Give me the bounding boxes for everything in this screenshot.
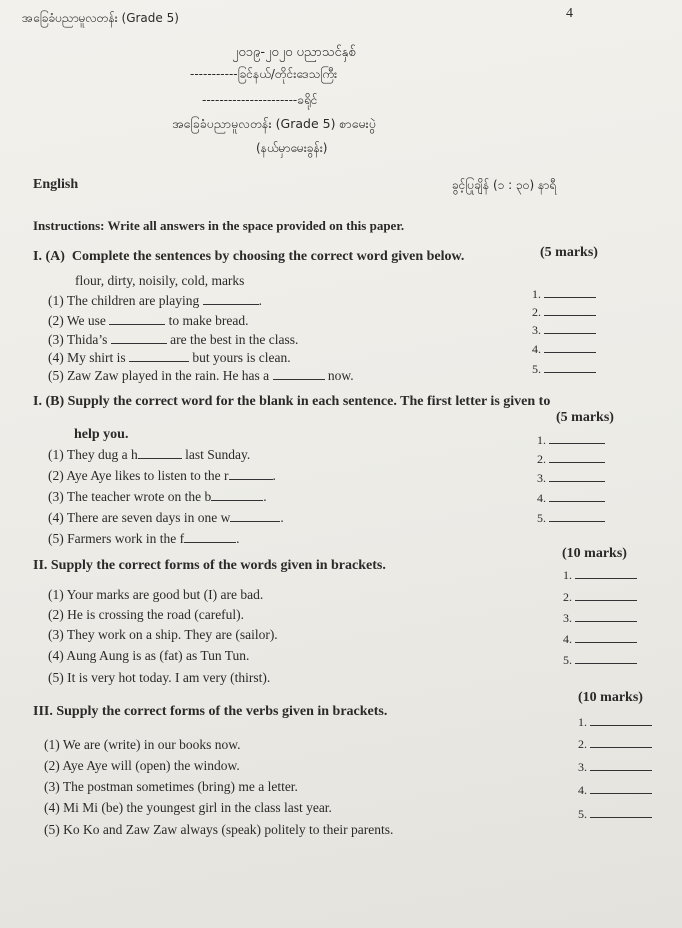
ans-3-4[interactable]: 4. <box>578 782 652 798</box>
section-1b-title-cont: help you. <box>74 427 129 442</box>
q1b-5: (5) Farmers work in the f . <box>48 531 240 546</box>
q3-5: (5) Ko Ko and Zaw Zaw always (speak) politely to their parents. <box>44 822 394 837</box>
section-3-title: III. Supply the correct forms of the verbs given in brackets. <box>33 704 388 719</box>
q1b-4: (4) There are seven days in one w . <box>48 510 284 525</box>
q1b-1: (1) They dug a h last Sunday. <box>48 447 251 462</box>
section-1a-title: I. (A) Complete the sentences by choosing the correct word given below. <box>33 249 465 264</box>
q2-1: (1) Your marks are good but (I) are bad. <box>48 587 264 602</box>
academic-year: ၂၀၁၉-၂၀၂၀ ပညာသင်နှစ် <box>232 45 356 60</box>
division-line: -----------ခြင်နယ်/တိုင်းဒေသကြီး <box>190 67 338 81</box>
instructions: Instructions: Write all answers in the space provided on this paper. <box>33 218 405 233</box>
q1a-3: (3) Thida’s are the best in the class. <box>48 332 299 347</box>
q2-5: (5) It is very hot today. I am very (thirst). <box>48 670 271 685</box>
q3-2: (2) Aye Aye will (open) the window. <box>44 758 240 773</box>
ans-1b-2[interactable]: 2. <box>537 451 605 467</box>
q1a-5: (5) Zaw Zaw played in the rain. He has a now. <box>48 368 354 383</box>
ans-2-5[interactable]: 5. <box>563 652 637 668</box>
ans-1a-2[interactable]: 2. <box>532 304 596 320</box>
page-mark: 4 <box>566 6 573 21</box>
q1b-3: (3) The teacher wrote on the b . <box>48 489 267 504</box>
section-1b-title: I. (B) Supply the correct word for the blank in each sentence. The first letter is given to <box>33 394 551 409</box>
section-1a-marks: (5 marks) <box>540 245 598 260</box>
q2-2: (2) He is crossing the road (careful). <box>48 607 245 622</box>
grade-header: အခြေခံပညာမူလတန်း (Grade 5) <box>22 11 179 25</box>
ans-1b-1[interactable]: 1. <box>537 432 605 448</box>
ans-1a-3[interactable]: 3. <box>532 322 596 338</box>
q2-4: (4) Aung Aung is as (fat) as Tun Tun. <box>48 648 250 663</box>
q3-3: (3) The postman sometimes (bring) me a letter. <box>44 779 298 794</box>
ans-2-2[interactable]: 2. <box>563 589 637 605</box>
exam-title: အခြေခံပညာမူလတန်း (Grade 5) စာမေးပွဲ <box>172 116 376 131</box>
ans-1a-1[interactable]: 1. <box>532 286 596 302</box>
q1a-2: (2) We use to make bread. <box>48 313 249 328</box>
section-3-marks: (10 marks) <box>578 690 643 705</box>
ans-3-5[interactable]: 5. <box>578 806 652 822</box>
ans-2-4[interactable]: 4. <box>563 631 637 647</box>
subject-label: English <box>33 177 79 192</box>
section-1b-marks: (5 marks) <box>556 410 614 425</box>
section-2-marks: (10 marks) <box>562 546 627 561</box>
ans-2-3[interactable]: 3. <box>563 610 637 626</box>
time-allowed: ခွင့်ပြုချိန် (၁ : ၃၀) နာရီ <box>452 178 557 192</box>
district-line: ----------------------ခရိုင် <box>202 93 318 107</box>
ans-1b-4[interactable]: 4. <box>537 490 605 506</box>
ans-3-1[interactable]: 1. <box>578 714 652 730</box>
exam-subtitle: (နယ်မှာမေးခွန်း) <box>256 141 328 155</box>
q1a-1: (1) The children are playing . <box>48 293 262 308</box>
q2-3: (3) They work on a ship. They are (sailor). <box>48 627 278 642</box>
section-2-title: II. Supply the correct forms of the words given in brackets. <box>33 558 386 573</box>
ans-1b-3[interactable]: 3. <box>537 470 605 486</box>
ans-3-3[interactable]: 3. <box>578 759 652 775</box>
ans-3-2[interactable]: 2. <box>578 736 652 752</box>
ans-1b-5[interactable]: 5. <box>537 510 605 526</box>
q1b-2: (2) Aye Aye likes to listen to the r . <box>48 468 276 483</box>
word-bank: flour, dirty, noisily, cold, marks <box>75 273 245 288</box>
q3-4: (4) Mi Mi (be) the youngest girl in the class last year. <box>44 800 332 815</box>
q1a-4: (4) My shirt is but yours is clean. <box>48 350 291 365</box>
ans-2-1[interactable]: 1. <box>563 567 637 583</box>
ans-1a-5[interactable]: 5. <box>532 361 596 377</box>
q3-1: (1) We are (write) in our books now. <box>44 737 241 752</box>
ans-1a-4[interactable]: 4. <box>532 341 596 357</box>
